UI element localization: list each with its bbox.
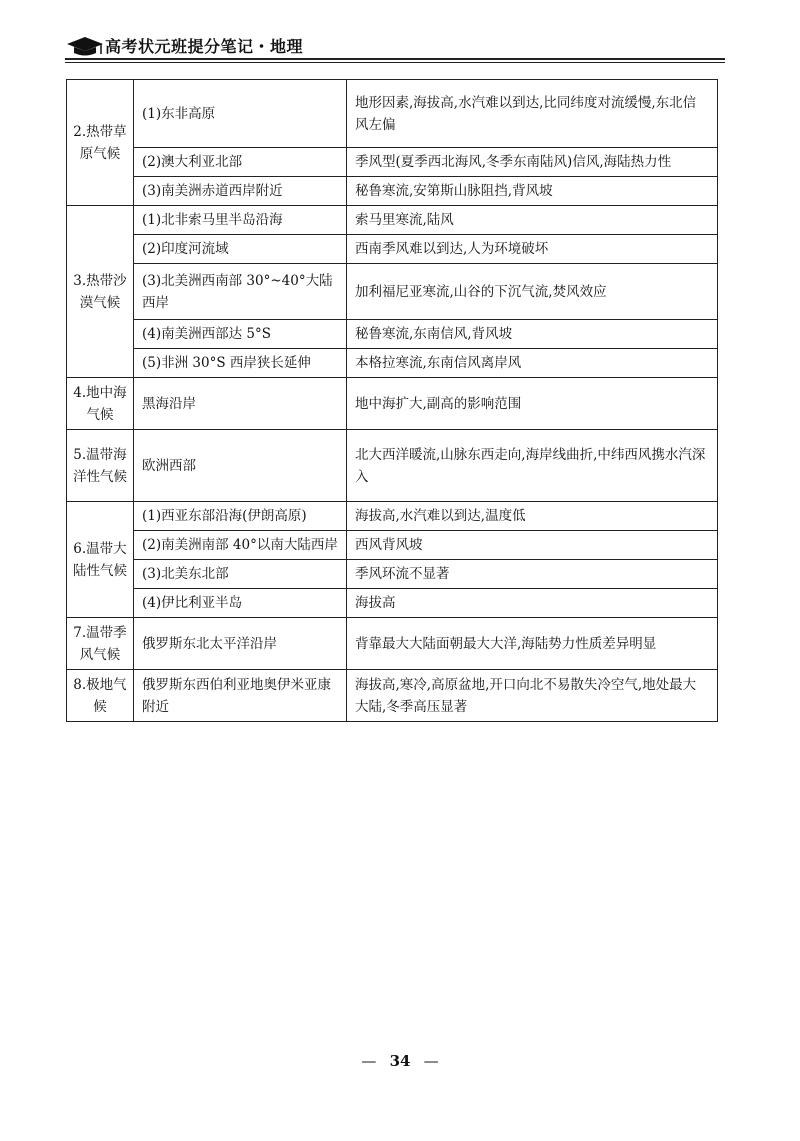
- table-row: [67, 670, 718, 722]
- table-row: [67, 235, 718, 264]
- table-row: [67, 148, 718, 177]
- region-cell: (1)西亚东部沿海(伊朗高原): [134, 502, 347, 531]
- reason-cell: 索马里寒流,陆风: [347, 206, 718, 235]
- reason-cell: 秘鲁寒流,东南信风,背风坡: [347, 320, 718, 349]
- region-cell: (2)印度河流域: [134, 235, 347, 264]
- reason-cell: 北大西洋暖流,山脉东西走向,海岸线曲折,中纬西风携水汽深入: [347, 430, 718, 502]
- climate-type-cell: 2.热带草原气候: [67, 80, 134, 206]
- table-row: [67, 430, 718, 502]
- table-row: [67, 531, 718, 560]
- table-row: [67, 560, 718, 589]
- reason-cell: 海拔高,水汽难以到达,温度低: [347, 502, 718, 531]
- climate-type-cell: 7.温带季风气候: [67, 618, 134, 670]
- region-cell: (3)北美东北部: [134, 560, 347, 589]
- book-title: 高考状元班提分笔记・地理: [105, 37, 304, 56]
- region-cell: 黑海沿岸: [134, 378, 347, 430]
- footer-dash: —: [423, 1052, 439, 1070]
- reason-cell: 本格拉寒流,东南信风离岸风: [347, 349, 718, 378]
- table-row: [67, 589, 718, 618]
- region-cell: (4)伊比利亚半岛: [134, 589, 347, 618]
- region-cell: 俄罗斯东北太平洋沿岸: [134, 618, 347, 670]
- region-cell: (3)北美洲西南部 30°~40°大陆西岸: [134, 264, 347, 320]
- reason-cell: 季风型(夏季西北海风,冬季东南陆风)信风,海陆热力性: [347, 148, 718, 177]
- region-cell: (2)南美洲南部 40°以南大陆西岸: [134, 531, 347, 560]
- reason-cell: 秘鲁寒流,安第斯山脉阻挡,背风坡: [347, 177, 718, 206]
- region-cell: 欧洲西部: [134, 430, 347, 502]
- region-cell: 俄罗斯东西伯利亚地奥伊米亚康附近: [134, 670, 347, 722]
- table-row: [67, 264, 718, 320]
- reason-cell: 西风背风坡: [347, 531, 718, 560]
- table-row: [67, 378, 718, 430]
- page-number: 34: [389, 1052, 411, 1070]
- graduation-cap-icon: [65, 34, 105, 58]
- table-row: [67, 206, 718, 235]
- climate-type-cell: 5.温带海洋性气候: [67, 430, 134, 502]
- climate-type-cell: 6.温带大陆性气候: [67, 502, 134, 618]
- region-cell: (4)南美洲西部达 5°S: [134, 320, 347, 349]
- table-row: [67, 349, 718, 378]
- reason-cell: 海拔高,寒冷,高原盆地,开口向北不易散失冷空气,地处最大大陆,冬季高压显著: [347, 670, 718, 722]
- region-cell: (2)澳大利亚北部: [134, 148, 347, 177]
- reason-cell: 西南季风难以到达,人为环境破坏: [347, 235, 718, 264]
- reason-cell: 地形因素,海拔高,水汽难以到达,比同纬度对流缓慢,东北信风左偏: [347, 80, 718, 148]
- reason-cell: 地中海扩大,副高的影响范围: [347, 378, 718, 430]
- climate-type-cell: 3.热带沙漠气候: [67, 206, 134, 378]
- region-cell: (1)东非高原: [134, 80, 347, 148]
- region-cell: (5)非洲 30°S 西岸狭长延伸: [134, 349, 347, 378]
- region-cell: (1)北非索马里半岛沿海: [134, 206, 347, 235]
- climate-table: [66, 79, 718, 722]
- table-row: [67, 618, 718, 670]
- region-cell: (3)南美洲赤道西岸附近: [134, 177, 347, 206]
- table-row: [67, 320, 718, 349]
- table-row: [67, 177, 718, 206]
- reason-cell: 季风环流不显著: [347, 560, 718, 589]
- reason-cell: 加利福尼亚寒流,山谷的下沉气流,焚风效应: [347, 264, 718, 320]
- header-rule: [65, 58, 725, 60]
- climate-type-cell: 4.地中海气候: [67, 378, 134, 430]
- reason-cell: 海拔高: [347, 589, 718, 618]
- reason-cell: 背靠最大大陆面朝最大大洋,海陆势力性质差异明显: [347, 618, 718, 670]
- climate-type-cell: 8.极地气候: [67, 670, 134, 722]
- page-header: [65, 30, 725, 66]
- page-footer: [0, 1052, 800, 1070]
- header-rule-thin: [65, 62, 725, 63]
- table-row: [67, 502, 718, 531]
- table-row: [67, 80, 718, 148]
- footer-dash: —: [361, 1052, 377, 1070]
